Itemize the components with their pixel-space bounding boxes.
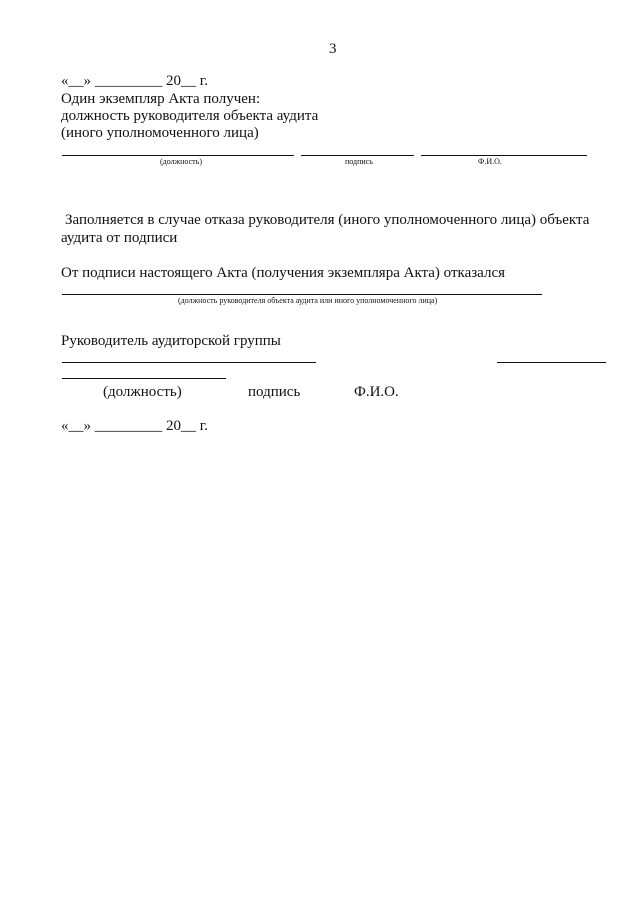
received-line-3: (иного уполномоченного лица): [61, 125, 259, 141]
signature-line: [301, 155, 414, 156]
caption-position: (должность): [160, 157, 202, 166]
group-head-line-left: [62, 362, 316, 363]
refusal-caption: (должность руководителя объекта аудита или иного уполномоченного лица): [178, 296, 438, 305]
caption-signature: подпись: [345, 157, 373, 166]
position-signature-line: [62, 155, 294, 156]
group-head-line-right: [497, 362, 606, 363]
refusal-signature-line: [62, 294, 542, 295]
refusal-statement: От подписи настоящего Акта (получения экземпляра Акта) отказался: [61, 265, 506, 281]
received-line-1: Один экземпляр Акта получен:: [61, 91, 261, 107]
caption-name: Ф.И.О.: [478, 157, 502, 166]
group-head-title: Руководитель аудиторской группы: [61, 333, 281, 349]
group-head-position-label: (должность): [103, 384, 182, 400]
group-head-signature-label: подпись: [248, 384, 301, 400]
group-head-name-label: Ф.И.О.: [354, 384, 399, 400]
refusal-note-line-1: Заполняется в случае отказа руководителя (иного уполномоченного лица) объекта: [65, 212, 590, 228]
name-signature-line: [421, 155, 587, 156]
date-line-top: «__» _________ 20__ г.: [61, 73, 208, 89]
group-head-position-line: [62, 378, 226, 379]
received-line-2: должность руководителя объекта аудита: [61, 108, 319, 124]
refusal-note-line-2: аудита от подписи: [61, 230, 178, 246]
page-number: 3: [329, 41, 337, 57]
date-line-bottom: «__» _________ 20__ г.: [61, 418, 208, 434]
